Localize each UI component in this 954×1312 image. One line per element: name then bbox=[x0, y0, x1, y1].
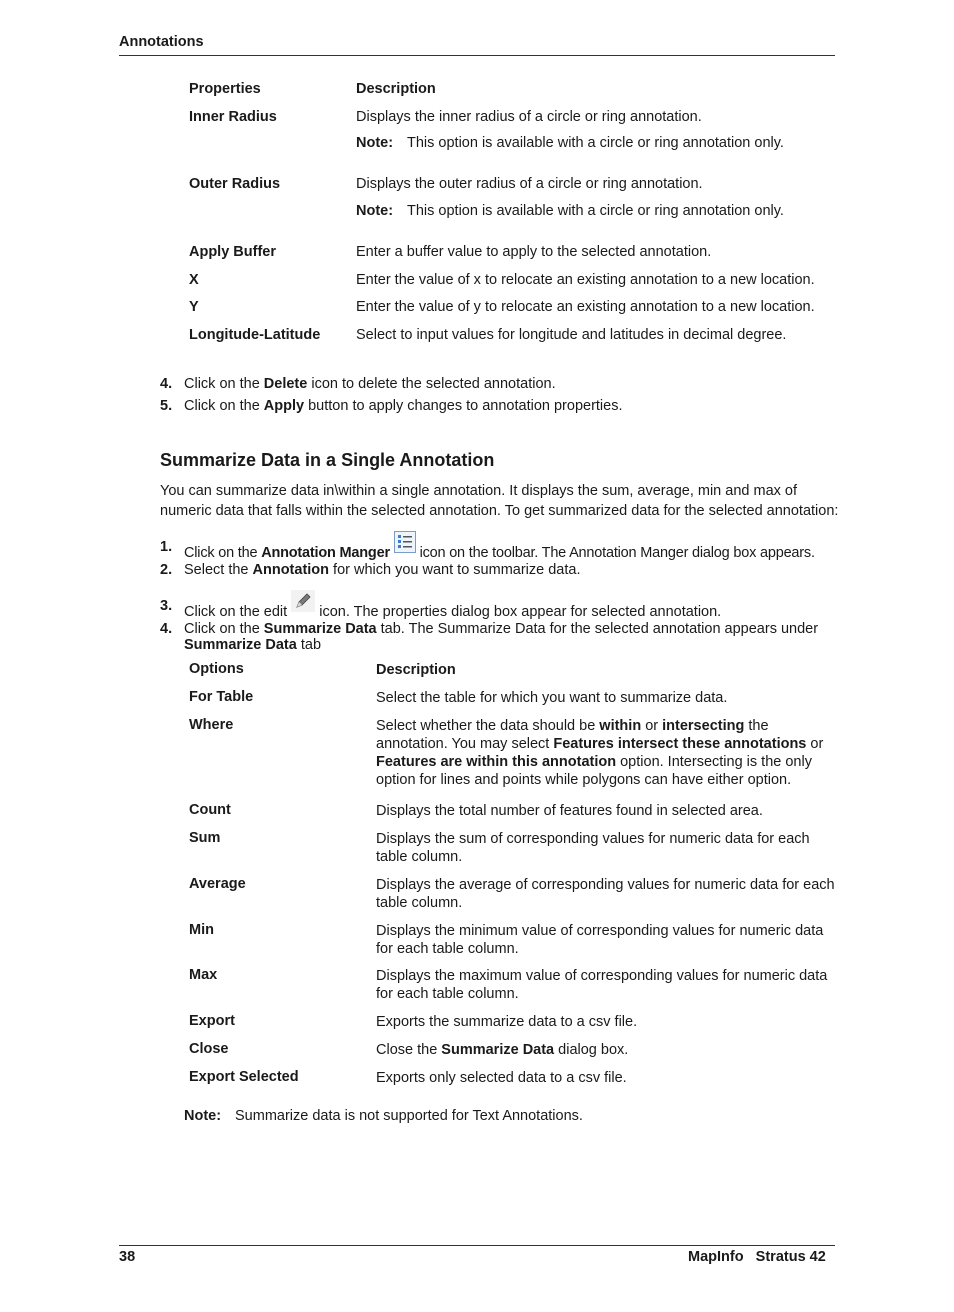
step-text-part: icon on the toolbar. The Annotation Manger dialog box appears. bbox=[415, 545, 815, 561]
property-description: Select to input values for longitude and latitudes in decimal degree. bbox=[356, 327, 787, 343]
text-part: or bbox=[806, 736, 824, 752]
text-bold: Features intersect these annotations bbox=[553, 736, 807, 752]
note-text: Summarize data is not supported for Text Annotations. bbox=[235, 1108, 583, 1124]
note-label: Note: bbox=[184, 1108, 222, 1124]
step-text bbox=[184, 621, 818, 653]
option-description: Select the table for which you want to summarize data. bbox=[376, 690, 728, 706]
step-keyword: Annotation bbox=[252, 562, 330, 578]
option-description: Exports only selected data to a csv file. bbox=[376, 1070, 627, 1086]
text-part: or bbox=[641, 718, 663, 734]
footer-product bbox=[688, 1249, 826, 1265]
option-name: Export Selected bbox=[189, 1069, 299, 1085]
step-text-part: tab. The Summarize Data for the selected annotation appears under bbox=[376, 621, 819, 637]
text-bold: Features are within this annotation bbox=[376, 754, 617, 770]
step-text bbox=[184, 562, 580, 578]
column-header-description: Description bbox=[356, 81, 436, 97]
text-part: option. Intersecting is the only option for lines and points while polygons can have either option. bbox=[376, 754, 812, 788]
property-description: Enter a buffer value to apply to the selected annotation. bbox=[356, 244, 712, 260]
pencil-icon bbox=[291, 590, 315, 616]
step-text bbox=[184, 376, 556, 392]
option-description: Displays the sum of corresponding values for numeric data for each table column. bbox=[376, 831, 810, 865]
step-keyword: Annotation Manger bbox=[261, 545, 390, 561]
option-name: Sum bbox=[189, 830, 221, 846]
intro-line: numeric data that falls within the selected annotation. To get summarized data for the selected annotation: bbox=[160, 503, 839, 519]
option-description: Displays the average of corresponding values for numeric data for each table column. bbox=[376, 877, 835, 911]
step-text-part: Click on the bbox=[184, 398, 264, 414]
property-description: Enter the value of y to relocate an existing annotation to a new location. bbox=[356, 299, 815, 315]
option-description: Exports the summarize data to a csv file. bbox=[376, 1014, 638, 1030]
option-name: Max bbox=[189, 967, 218, 983]
property-description: Enter the value of x to relocate an existing annotation to a new location. bbox=[356, 272, 815, 288]
section-intro bbox=[160, 481, 850, 521]
step-text-part: tab bbox=[296, 637, 322, 653]
header-rule bbox=[119, 55, 835, 56]
option-description bbox=[376, 717, 836, 789]
text-bold: intersecting bbox=[662, 718, 745, 734]
step-text-part: button to apply changes to annotation properties. bbox=[304, 398, 623, 414]
step-text bbox=[184, 398, 623, 414]
running-header: Annotations bbox=[119, 34, 204, 50]
step-text-part: icon. The properties dialog box appear for selected annotation. bbox=[315, 604, 722, 620]
step-keyword: Delete bbox=[263, 376, 308, 392]
option-name: Count bbox=[189, 802, 231, 818]
note bbox=[356, 203, 784, 219]
step-keyword: Summarize Data bbox=[184, 637, 297, 653]
step-number: 4. bbox=[160, 621, 173, 637]
option-description: Displays the minimum value of corresponding values for numeric data for each table column. bbox=[376, 923, 824, 957]
property-name: X bbox=[189, 272, 199, 288]
footer-rule bbox=[119, 1245, 835, 1246]
option-name: Close bbox=[189, 1041, 229, 1057]
property-name: Longitude-Latitude bbox=[189, 327, 321, 343]
note-label: Note: bbox=[356, 203, 394, 219]
step-keyword: Summarize Data bbox=[263, 621, 377, 637]
option-name: Average bbox=[189, 876, 246, 892]
step-number: 3. bbox=[160, 598, 173, 614]
note-text: This option is available with a circle or ring annotation only. bbox=[407, 203, 784, 219]
section-heading: Summarize Data in a Single Annotation bbox=[160, 450, 495, 470]
step-text-part: Click on the bbox=[184, 621, 264, 637]
step-text-part: for which you want to summarize data. bbox=[329, 562, 581, 578]
option-name: Where bbox=[189, 717, 234, 733]
step-text-part: Click on the bbox=[184, 545, 262, 561]
note-label: Note: bbox=[356, 135, 394, 151]
property-description: Displays the inner radius of a circle or ring annotation. bbox=[356, 109, 702, 125]
step-number: 2. bbox=[160, 562, 173, 578]
step-text-part: Select the bbox=[184, 562, 253, 578]
column-header-options: Options bbox=[189, 661, 244, 677]
step-number: 4. bbox=[160, 376, 173, 392]
product-name: MapInfo bbox=[688, 1249, 744, 1265]
step-text-part: icon to delete the selected annotation. bbox=[307, 376, 556, 392]
list-icon bbox=[394, 531, 416, 557]
property-description: Displays the outer radius of a circle or ring annotation. bbox=[356, 176, 703, 192]
option-description: Displays the maximum value of corresponding values for numeric data for each table column. bbox=[376, 968, 828, 1002]
step-number: 1. bbox=[160, 539, 173, 555]
option-description: Displays the total number of features found in selected area. bbox=[376, 803, 763, 819]
text-part: dialog box. bbox=[554, 1042, 629, 1058]
option-name: Min bbox=[189, 922, 214, 938]
text-part: Select whether the data should be bbox=[376, 718, 600, 734]
text-bold: within bbox=[599, 718, 642, 734]
option-name: For Table bbox=[189, 689, 254, 705]
page-number: 38 bbox=[119, 1249, 136, 1265]
column-header-description: Description bbox=[376, 662, 456, 678]
step-keyword: Apply bbox=[263, 398, 305, 414]
text-part: the annotation. You may select bbox=[376, 718, 769, 752]
final-note bbox=[184, 1108, 583, 1124]
text-bold: Summarize Data bbox=[441, 1042, 555, 1058]
property-name: Y bbox=[189, 299, 199, 315]
product-edition: Stratus 42 bbox=[755, 1249, 826, 1265]
step-text-part: Click on the bbox=[184, 376, 264, 392]
intro-line: You can summarize data in\within a single annotation. It displays the sum, average, min and max of bbox=[160, 483, 798, 499]
property-name: Outer Radius bbox=[189, 176, 281, 192]
option-description bbox=[376, 1041, 836, 1059]
column-header-properties: Properties bbox=[189, 81, 261, 97]
step-number: 5. bbox=[160, 398, 173, 414]
option-name: Export bbox=[189, 1013, 235, 1029]
step-text-part: Click on the edit bbox=[184, 604, 292, 620]
property-name: Apply Buffer bbox=[189, 244, 276, 260]
text-part: Close the bbox=[376, 1042, 442, 1058]
note bbox=[356, 135, 784, 151]
note-text: This option is available with a circle or ring annotation only. bbox=[407, 135, 784, 151]
property-name: Inner Radius bbox=[189, 109, 277, 125]
